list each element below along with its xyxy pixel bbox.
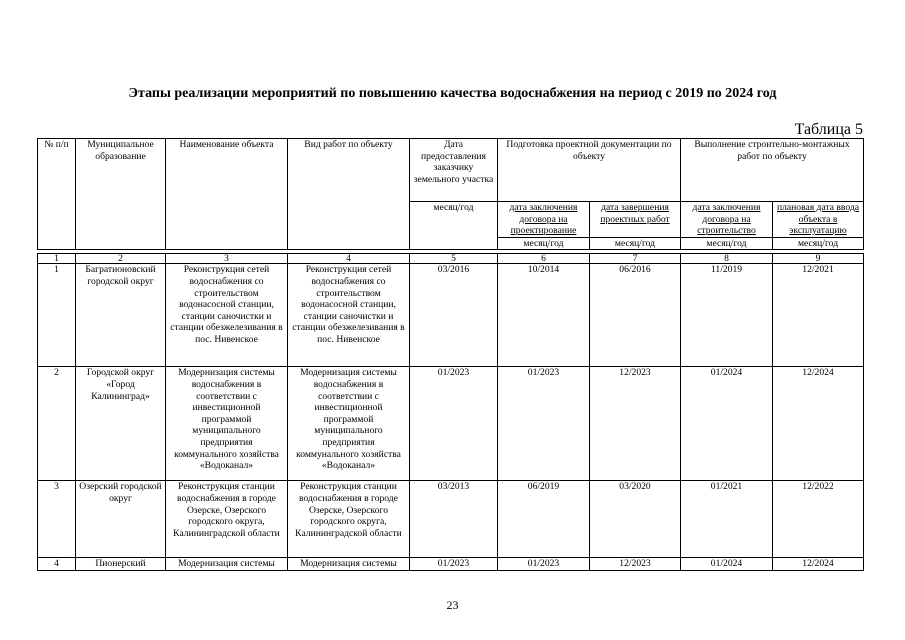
row-construction-contract: 01/2024 [681, 367, 773, 481]
header-month-year-8: месяц/год [681, 237, 773, 250]
header-construction-group: Выполнение строительно-монтажных работ по объекту [681, 139, 864, 202]
row-municipality: Пионерский [76, 558, 166, 571]
col-number: 1 [38, 254, 76, 264]
row-land-date: 03/2016 [410, 264, 498, 367]
row-municipality: Багратионовский городской округ [76, 264, 166, 367]
col-number: 7 [590, 254, 681, 264]
row-design-completion: 12/2023 [590, 558, 681, 571]
col-number: 3 [166, 254, 288, 264]
header-object-name: Наименование объекта [166, 139, 288, 250]
header-row-1 [38, 139, 864, 202]
row-work-type: Реконструкция сетей водоснабжения со строительством водонасосной станции, станции саночистки и станции обезжелезивания в пос. Нивенское [288, 264, 410, 367]
row-design-contract: 01/2023 [498, 367, 590, 481]
header-land-date: Дата предоставления заказчику земельного участка [410, 139, 498, 202]
row-design-completion: 03/2020 [590, 481, 681, 558]
design-completion-date-label: дата завершения проектных работ [600, 202, 670, 225]
header-construction-contract-date [681, 202, 773, 238]
col-number: 9 [773, 254, 864, 264]
stages-table [37, 138, 864, 571]
row-construction-contract: 11/2019 [681, 264, 773, 367]
row-num: 2 [38, 367, 76, 481]
row-object-name: Модернизация системы [166, 558, 288, 571]
row-num: 1 [38, 264, 76, 367]
table-caption: Таблица 5 [794, 121, 863, 138]
row-design-completion: 12/2023 [590, 367, 681, 481]
column-numbers-row [38, 254, 864, 264]
row-municipality: Озерский городской округ [76, 481, 166, 558]
header-commissioning-date [773, 202, 864, 238]
row-land-date: 01/2023 [410, 558, 498, 571]
row-design-completion: 06/2016 [590, 264, 681, 367]
construction-contract-date-label: дата заключения договора на строительство [692, 202, 761, 237]
header-design-group: Подготовка проектной документации по объекту [498, 139, 681, 202]
page-number: 23 [446, 598, 459, 612]
col-number: 5 [410, 254, 498, 264]
table-row [38, 481, 864, 558]
header-design-completion-date [590, 202, 681, 238]
header-month-year-6: месяц/год [498, 237, 590, 250]
commissioning-date-label: плановая дата ввода объекта в эксплуатацию [776, 202, 860, 237]
row-object-name: Реконструкция сетей водоснабжения со строительством водонасосной станции, станции саночистки и станции обезжелезивания в пос. Нивенское [166, 264, 288, 367]
header-month-year-9: месяц/год [773, 237, 864, 250]
row-design-contract: 06/2019 [498, 481, 590, 558]
row-commissioning: 12/2024 [773, 558, 864, 571]
row-object-name: Реконструкция станции водоснабжения в городе Озерске, Озерского городского округа, Калининградской области [166, 481, 288, 558]
col-number: 6 [498, 254, 590, 264]
row-municipality: Городской округ «Город Калининград» [76, 367, 166, 481]
col-number: 4 [288, 254, 410, 264]
row-work-type: Модернизация системы водоснабжения в соответствии с инвестиционной программой муниципального предприятия коммунального хозяйства «Водоканал» [288, 367, 410, 481]
row-work-type: Модернизация системы [288, 558, 410, 571]
row-design-contract: 01/2023 [498, 558, 590, 571]
header-municipality: Муниципальное образование [76, 139, 166, 250]
table-row [38, 264, 864, 367]
header-land-month-year: месяц/год [410, 202, 498, 250]
header-num: № п/п [38, 139, 76, 250]
row-num: 4 [38, 558, 76, 571]
row-land-date: 03/2013 [410, 481, 498, 558]
document-title: Этапы реализации мероприятий по повышению качества водоснабжения на период с 2019 по 2024 год [128, 86, 777, 101]
header-month-year-7: месяц/год [590, 237, 681, 250]
design-contract-date-label: дата заключения договора на проектирование [509, 202, 578, 237]
row-design-contract: 10/2014 [498, 264, 590, 367]
row-work-type: Реконструкция станции водоснабжения в городе Озерске, Озерского городского округа, Калининградской области [288, 481, 410, 558]
row-construction-contract: 01/2021 [681, 481, 773, 558]
row-land-date: 01/2023 [410, 367, 498, 481]
col-number: 8 [681, 254, 773, 264]
row-commissioning: 12/2024 [773, 367, 864, 481]
table-row [38, 367, 864, 481]
header-design-contract-date [498, 202, 590, 238]
row-num: 3 [38, 481, 76, 558]
row-commissioning: 12/2021 [773, 264, 864, 367]
col-number: 2 [76, 254, 166, 264]
table-row [38, 558, 864, 571]
header-work-type: Вид работ по объекту [288, 139, 410, 250]
row-object-name: Модернизация системы водоснабжения в соответствии с инвестиционной программой муниципального предприятия коммунального хозяйства «Водоканал» [166, 367, 288, 481]
row-commissioning: 12/2022 [773, 481, 864, 558]
row-construction-contract: 01/2024 [681, 558, 773, 571]
